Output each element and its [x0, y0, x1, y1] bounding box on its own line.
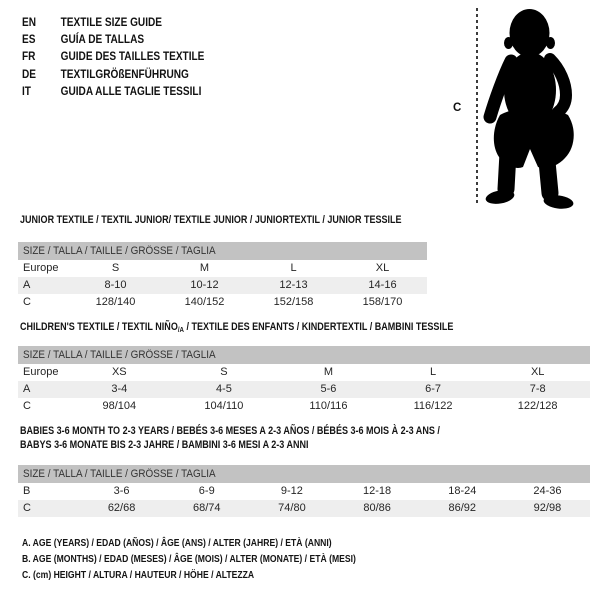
- children-title-pre: CHILDREN'S TEXTILE / TEXTIL NIÑO: [20, 321, 178, 333]
- language-title-list: [22, 13, 239, 99]
- table-cell: 152/158: [273, 296, 314, 308]
- children-title-subscript: /A: [177, 325, 184, 334]
- table-cell: 12-13: [279, 279, 308, 291]
- table-cell: 74/80: [278, 502, 306, 514]
- table-cell: M: [199, 262, 210, 274]
- size-header-bar: [18, 242, 427, 260]
- table-cell: 116/122: [413, 400, 453, 412]
- table-row: [18, 483, 590, 500]
- table-cell: XL: [530, 366, 545, 378]
- language-code: EN: [22, 14, 37, 29]
- size-header-label: SIZE / TALLA / TAILLE / GRÖSSE / TAGLIA: [23, 245, 216, 257]
- table-cell: 6-7: [425, 383, 442, 395]
- row-label: C: [23, 502, 31, 514]
- language-title: TEXTILGRÖßENFÜHRUNG: [60, 66, 189, 81]
- table-cell: S: [220, 366, 228, 378]
- table-cell: L: [290, 262, 297, 274]
- table-cell: 122/128: [517, 400, 558, 412]
- table-cell: 18-24: [448, 485, 477, 497]
- language-title: GUIDE DES TAILLES TEXTILE: [60, 49, 205, 64]
- language-title: GUÍA DE TALLAS: [60, 31, 145, 46]
- table-cell: 5-6: [320, 383, 337, 395]
- footnote-a: A. AGE (YEARS) / EDAD (AÑOS) / ÂGE (ANS) / ALTER (JAHRE) / ETÀ (ANNI): [22, 537, 332, 549]
- table-cell: S: [111, 262, 120, 274]
- language-title: GUIDA ALLE TAGLIE TESSILI: [60, 83, 202, 98]
- table-cell: 3-6: [113, 485, 130, 497]
- table-cell: 4-5: [215, 383, 232, 395]
- table-cell: 62/68: [107, 502, 136, 514]
- table-row: [18, 500, 590, 517]
- size-header-label: SIZE / TALLA / TAILLE / GRÖSSE / TAGLIA: [23, 349, 216, 361]
- babies-size-table: [18, 465, 590, 517]
- footnote-b: B. AGE (MONTHS) / EDAD (MESES) / ÂGE (MOIS) / ALTER (MONATE) / ETÀ (MESI): [22, 552, 356, 565]
- table-cell: 140/152: [184, 296, 225, 308]
- table-cell: 6-9: [198, 485, 215, 497]
- junior-table-rows: [18, 260, 427, 311]
- babies-title-line1: BABIES 3-6 MONTH TO 2-3 YEARS / BEBÉS 3-6 MESES A 2-3 AÑOS / BÉBÉS 3-6 MOIS À 2-3 ANS /: [20, 425, 440, 437]
- language-row: [22, 13, 204, 30]
- language-code: DE: [22, 66, 37, 81]
- table-cell: 8-10: [104, 279, 127, 291]
- children-title-post: / TEXTILE DES ENFANTS / KINDERTEXTIL / BAMBINI TESSILE: [183, 321, 454, 333]
- children-table-rows: [18, 364, 590, 415]
- height-measure-label: C: [453, 102, 462, 114]
- table-cell: M: [323, 366, 334, 378]
- table-cell: 68/74: [192, 502, 221, 514]
- row-label: C: [23, 400, 31, 412]
- table-cell: 80/86: [363, 502, 391, 514]
- table-row: [18, 277, 427, 294]
- language-code: FR: [22, 49, 36, 64]
- table-cell: XS: [111, 366, 127, 378]
- table-cell: XL: [375, 262, 390, 274]
- table-cell: 98/104: [102, 400, 137, 412]
- table-cell: 92/98: [533, 502, 562, 514]
- size-header-bar: [18, 465, 590, 483]
- row-label: B: [23, 485, 31, 497]
- row-label: C: [23, 296, 31, 308]
- table-row: [18, 398, 590, 415]
- children-table-title: [20, 321, 453, 337]
- baby-silhouette-icon: [480, 5, 594, 213]
- table-cell: 9-12: [280, 485, 303, 497]
- table-cell: 7-8: [529, 383, 546, 395]
- table-cell: 3-4: [111, 383, 128, 395]
- babies-table-title: [20, 425, 440, 452]
- table-cell: 86/92: [448, 502, 477, 514]
- language-row: [22, 82, 204, 99]
- table-cell: 104/110: [204, 400, 244, 412]
- junior-table-title: JUNIOR TEXTILE / TEXTIL JUNIOR/ TEXTILE JUNIOR / JUNIORTEXTIL / JUNIOR TESSILE: [20, 214, 402, 226]
- table-row: [18, 260, 427, 277]
- table-cell: 12-18: [363, 485, 392, 497]
- junior-size-table: [18, 242, 427, 311]
- height-measure-dashed-line: [476, 8, 478, 206]
- footnote-c: C. (cm) HEIGHT / ALTURA / HAUTEUR / HÖHE / ALTEZZA: [22, 568, 255, 581]
- footnote-list: [22, 536, 429, 583]
- language-row: [22, 48, 204, 65]
- babies-title-line2: BABYS 3-6 MONATE BIS 2-3 JAHRE / BAMBINI 3-6 MESI A 2-3 ANNI: [20, 438, 309, 451]
- babies-table-rows: [18, 483, 590, 517]
- table-row: [18, 294, 427, 311]
- size-header-bar: [18, 346, 590, 364]
- row-label: Europe: [23, 366, 59, 378]
- language-code: IT: [22, 83, 31, 98]
- table-cell: 128/140: [95, 296, 136, 308]
- table-cell: 158/170: [362, 296, 403, 308]
- language-row: [22, 65, 204, 82]
- children-size-table: [18, 346, 590, 415]
- size-header-label: SIZE / TALLA / TAILLE / GRÖSSE / TAGLIA: [23, 468, 216, 480]
- table-cell: 10-12: [190, 279, 219, 291]
- table-row: [18, 381, 590, 398]
- language-title: TEXTILE SIZE GUIDE: [60, 14, 163, 29]
- table-row: [18, 364, 590, 381]
- row-label: Europe: [23, 262, 59, 274]
- table-cell: 24-36: [533, 485, 562, 497]
- table-cell: 14-16: [368, 279, 397, 291]
- language-row: [22, 30, 204, 47]
- language-code: ES: [22, 31, 36, 46]
- table-cell: 110/116: [309, 400, 348, 412]
- row-label: A: [23, 279, 31, 291]
- row-label: A: [23, 383, 31, 395]
- table-cell: L: [430, 366, 437, 378]
